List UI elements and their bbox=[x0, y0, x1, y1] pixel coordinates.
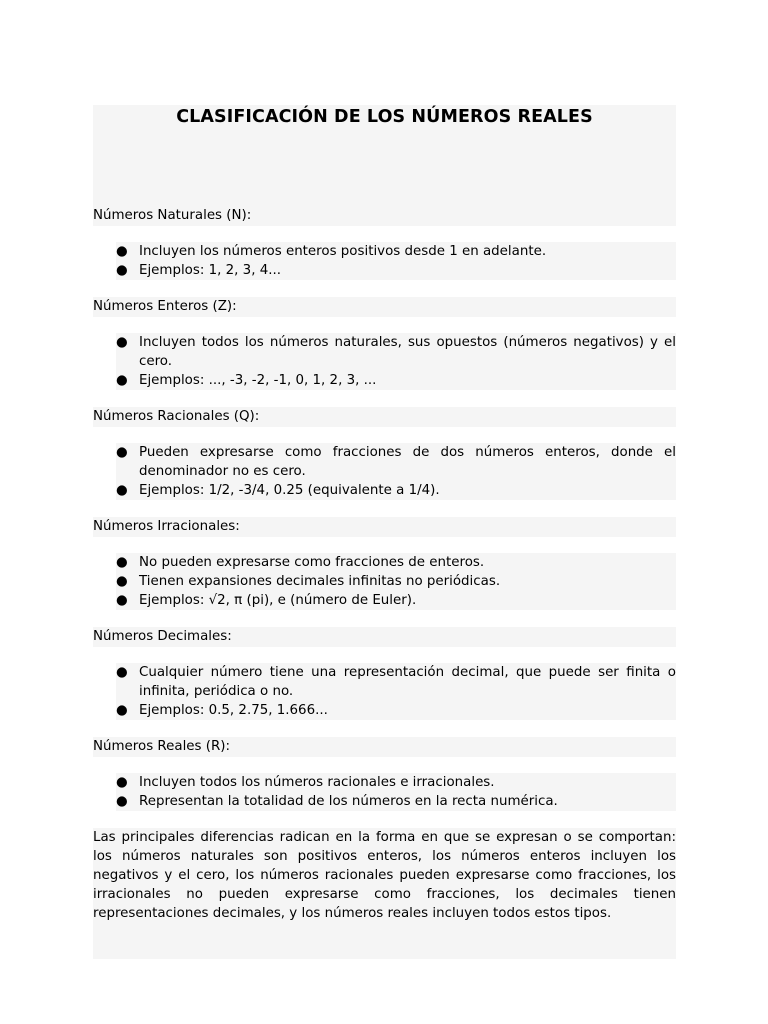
list-item-text: Incluyen todos los números naturales, sus opuestos (números negativos) y el cero. bbox=[139, 335, 676, 369]
bullet-list bbox=[116, 553, 676, 610]
bullet-icon: ● bbox=[116, 703, 128, 718]
list-item-text: Cualquier número tiene una representación decimal, que puede ser finita o infinita, periódica o no. bbox=[139, 665, 676, 699]
bullet-list bbox=[116, 333, 676, 390]
bullet-icon: ● bbox=[116, 574, 128, 589]
list-item bbox=[116, 242, 676, 261]
bullet-icon: ● bbox=[116, 555, 128, 570]
list-item bbox=[116, 591, 676, 610]
bullet-list bbox=[116, 443, 676, 500]
title-block bbox=[93, 105, 676, 206]
list-item bbox=[116, 481, 676, 500]
bullet-icon: ● bbox=[116, 775, 128, 790]
list-item-text: Incluyen los números enteros positivos desde 1 en adelante. bbox=[139, 244, 547, 259]
list-item bbox=[116, 773, 676, 792]
bullet-icon: ● bbox=[116, 373, 128, 388]
section-heading: Números Racionales (Q): bbox=[93, 407, 676, 427]
conclusion-paragraph: Las principales diferencias radican en la forma en que se expresan o se comportan: los números naturales son positivos enteros, los números enteros incluyen los negativos y el cero, los números racionales pueden expresarse como fracciones, los irracionales no pueden expresarse como fracciones, los decimales tienen representaciones decimales, y los números reales incluyen todos estos tipos. bbox=[93, 828, 676, 959]
bullet-icon: ● bbox=[116, 263, 128, 278]
bullet-list bbox=[116, 663, 676, 720]
bullet-list bbox=[116, 242, 676, 280]
list-item bbox=[116, 792, 676, 811]
document-page bbox=[93, 105, 676, 959]
list-item bbox=[116, 443, 676, 481]
list-item bbox=[116, 553, 676, 572]
list-item-text: Pueden expresarse como fracciones de dos números enteros, donde el denominador no es cero. bbox=[139, 445, 676, 479]
bullet-icon: ● bbox=[116, 244, 128, 259]
list-item-text: Tienen expansiones decimales infinitas no periódicas. bbox=[139, 574, 501, 589]
section-heading: Números Naturales (N): bbox=[93, 206, 676, 226]
list-item-text: Ejemplos: 0.5, 2.75, 1.666... bbox=[139, 703, 328, 718]
list-item bbox=[116, 333, 676, 371]
bullet-icon: ● bbox=[116, 665, 128, 680]
list-item-text: Representan la totalidad de los números en la recta numérica. bbox=[139, 794, 558, 809]
list-item bbox=[116, 371, 676, 390]
list-item-text: Ejemplos: 1, 2, 3, 4... bbox=[139, 263, 282, 278]
list-item-text: Ejemplos: 1/2, -3/4, 0.25 (equivalente a 1/4). bbox=[139, 483, 440, 498]
bullet-icon: ● bbox=[116, 335, 128, 350]
bullet-list bbox=[116, 773, 676, 811]
list-item bbox=[116, 572, 676, 591]
list-item bbox=[116, 261, 676, 280]
bullet-icon: ● bbox=[116, 483, 128, 498]
list-item bbox=[116, 701, 676, 720]
list-item-text: Ejemplos: √2, π (pi), e (número de Euler). bbox=[139, 593, 417, 608]
section-heading: Números Reales (R): bbox=[93, 737, 676, 757]
list-item-text: Ejemplos: ..., -3, -2, -1, 0, 1, 2, 3, ... bbox=[139, 373, 377, 388]
section-heading: Números Decimales: bbox=[93, 627, 676, 647]
document-title: CLASIFICACIÓN DE LOS NÚMEROS REALES bbox=[176, 107, 593, 127]
list-item-text: Incluyen todos los números racionales e irracionales. bbox=[139, 775, 495, 790]
section-heading: Números Irracionales: bbox=[93, 517, 676, 537]
list-item-text: No pueden expresarse como fracciones de enteros. bbox=[139, 555, 485, 570]
bullet-icon: ● bbox=[116, 794, 128, 809]
section-heading: Números Enteros (Z): bbox=[93, 297, 676, 317]
bullet-icon: ● bbox=[116, 445, 128, 460]
sections-container bbox=[93, 206, 676, 811]
bullet-icon: ● bbox=[116, 593, 128, 608]
list-item bbox=[116, 663, 676, 701]
